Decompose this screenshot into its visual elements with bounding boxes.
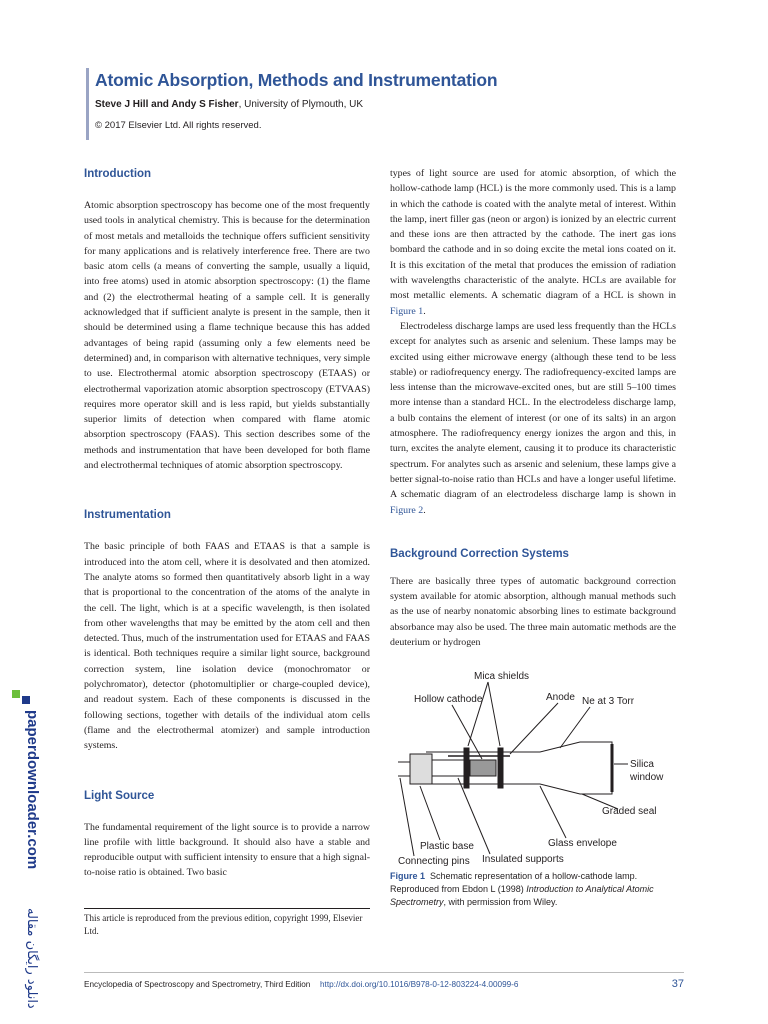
leader-envelope	[540, 786, 566, 838]
figure-1-caption-end: , with permission from Wiley.	[443, 897, 558, 908]
label-connecting-pins: Connecting pins	[398, 856, 470, 868]
author-affiliation: , University of Plymouth, UK	[238, 99, 364, 110]
figure-1-link[interactable]: Figure 1	[390, 305, 424, 317]
edl-text: Electrodeless discharge lamps are used less frequently than the HCLs except for analytes such as arsenic and selenium. These lamps may be excited using either microwave energy (although these tend to be less stable) or radiofrequency energy. The radiofrequency-excited lamps are less intense than the microwave-excited ones, but are still 5–100 times more intense than a standard HCL. In the electrodeless discharge lamp, a bulb contains the element of interest (or one of its salts) in an argon atmosphere. The radiofrequency energy ionizes the argon and this, in turn, excites the analyte element, causing it to produce its characteristic spectrum. For analytes such as arsenic and selenium, these lamps give a better signal-to-noise ratio than HCLs and have a longer useful lifetime. A schematic diagram of an electrodeless discharge lamp is shown in	[390, 320, 676, 501]
label-anode: Anode	[546, 692, 575, 704]
mica-shield-right	[498, 748, 503, 788]
article-header	[86, 66, 706, 131]
label-ne-torr: Ne at 3 Torr	[582, 696, 635, 708]
glass-envelope-outline	[426, 742, 612, 794]
instrumentation-paragraph: The basic principle of both FAAS and ETAAS is that a sample is introduced into the atom cell, where it is desolvated and then atomized. The analyte atoms so formed then quantitatively absorb light in a way that is proportional to the concentration of the atoms of the analyte in the cell. The light, which is at a specific wavelength, is then isolated from other wavelengths that may be emitted by the atom cell and then detected. Thus, much of the instrumentation used for ETAAS and FAAS is identical. Both techniques require a similar light source, background correction system, line isolation device (monochromator or polychromator), detector (photomultiplier or charge-coupled device), and readout system. Each of these components is discussed in the following sections, together with details of the individual atom cells (flame and the electrothermal atomizer) and sample introduction systems.	[84, 541, 370, 752]
figure-1-caption-label: Figure 1	[390, 871, 426, 882]
label-silica-1: Silica	[630, 759, 654, 771]
article-authors	[95, 99, 706, 110]
label-mica-shields: Mica shields	[474, 671, 530, 683]
mica-shield-left	[464, 748, 469, 788]
watermark-site: paperdownloader.com	[24, 710, 41, 870]
figure-2-link[interactable]: Figure 2	[390, 504, 424, 516]
heading-light-source: Light Source	[84, 789, 155, 802]
article-title: Atomic Absorption, Methods and Instrumentation	[95, 70, 498, 90]
leader-mica-1	[468, 682, 488, 746]
leader-mica-2	[488, 682, 500, 746]
right-column	[390, 166, 676, 909]
label-plastic-base: Plastic base	[420, 841, 474, 853]
hcl-text-end: .	[423, 305, 426, 317]
heading-instrumentation: Instrumentation	[84, 509, 171, 522]
label-glass-envelope: Glass envelope	[548, 838, 617, 850]
page-number: 37	[671, 978, 684, 990]
watermark-logo-blue-icon	[22, 696, 30, 704]
copyright-notice: © 2017 Elsevier Ltd. All rights reserved.	[95, 120, 262, 131]
hollow-cathode-lamp-diagram	[390, 664, 676, 868]
page-footer	[84, 972, 684, 990]
plastic-base-shape	[410, 754, 432, 784]
footer-doi-link[interactable]: http://dx.doi.org/10.1016/B978-0-12-803224-4.00099-6	[320, 980, 519, 989]
edl-text-end: .	[423, 504, 426, 516]
hcl-text: types of light source are used for atomic absorption, of which the hollow-cathode lamp (HCL) is the more commonly used. This is a lamp in which the cathode is coated with the analyte metal of interest. Within the lamp, inert filler gas (neon or argon) is ionized by an electric current and these ions are then attracted by the cathode. The inert gas ions bombard the cathode and in so doing excite the metal ions coated on it. It is this excitation of the metal that produces the emission of radiation with wavelengths characteristic of the analyte. HCLs are available for most metallic elements. A schematic diagram of a HCL is shown in	[390, 168, 676, 302]
leader-base	[420, 786, 440, 840]
light-source-paragraph: The fundamental requirement of the light source is to provide a narrow line profile with little background. It should also have a stable and reproducible output with sufficient intensity to ensure that a high signal-to-noise ratio is obtained. Two basic	[84, 821, 370, 879]
leader-graded-seal	[582, 794, 618, 809]
label-hollow-cathode: Hollow cathode	[414, 694, 483, 706]
edl-paragraph	[390, 319, 676, 518]
label-graded-seal: Graded seal	[602, 806, 657, 818]
leader-pins	[400, 778, 414, 856]
figure-1-caption-book: Introduction to Analytical Atomic Spectrometry	[390, 884, 654, 908]
label-insulated-supports: Insulated supports	[482, 854, 564, 866]
watermark-persian: دانلود رایگان مقاله	[24, 908, 39, 1009]
watermark	[6, 690, 41, 1020]
light-source-continued-paragraph	[390, 166, 676, 319]
left-column	[84, 160, 370, 881]
header-accent-bar	[86, 68, 89, 140]
heading-introduction: Introduction	[84, 168, 152, 180]
figure-1-caption	[390, 870, 676, 909]
introduction-paragraph: Atomic absorption spectroscopy has become one of the most frequently used tools in analytical chemistry. This is because for the determination of most metals and metalloids the technique offers sufficient sensitivity for many applications and is relatively interference free. There are two basic atom cells (a means of converting the sample, usually a liquid, into free atoms) used in atomic absorption spectroscopy: (1) the flame and (2) the electrothermal heating of a sample cell. It is generally acknowledged that if sufficient analyte is present in the sample, then it should be determined using a flame technique because this has added advantages of being rapid (assuming only a few elements need be determined) and, in comparison with alternative techniques, very simple to use. Electrothermal atomic absorption spectroscopy (ETAAS) or electrothermal vaporization atomic absorption spectroscopy (ETVAAS) requires more operator skill and is less rapid, but yields substantially superior limits of detection when compared with flame atomic absorption spectroscopy (FAAS). This section describes some of the methods and instrumentation that have been developed for both flame and electrothermal techniques of atomic absorption spectroscopy.	[84, 200, 370, 472]
figure-1-caption-text: Schematic representation of a hollow-cathode lamp. Reproduced from Ebdon L (1998)	[390, 871, 638, 895]
background-paragraph: There are basically three types of automatic background correction system available for atomic absorption, although manual methods such as the use of nearby nonatomic absorbing lines to estimate background absorbance may also be used. The three main automatic methods are the deuterium or hydrogen	[390, 575, 676, 649]
heading-background-correction: Background Correction Systems	[390, 547, 569, 560]
footnote: This article is reproduced from the previous edition, copyright 1999, Elsevier Ltd.	[84, 908, 370, 938]
figure-1	[390, 664, 676, 909]
author-names: Steve J Hill and Andy S Fisher	[95, 99, 239, 110]
footer-journal: Encyclopedia of Spectroscopy and Spectrometry, Third Edition	[84, 980, 311, 989]
label-silica-2: window	[630, 772, 664, 784]
leader-anode	[510, 703, 558, 754]
hollow-cathode-shape	[470, 760, 496, 776]
watermark-logo-green-icon	[12, 690, 20, 698]
